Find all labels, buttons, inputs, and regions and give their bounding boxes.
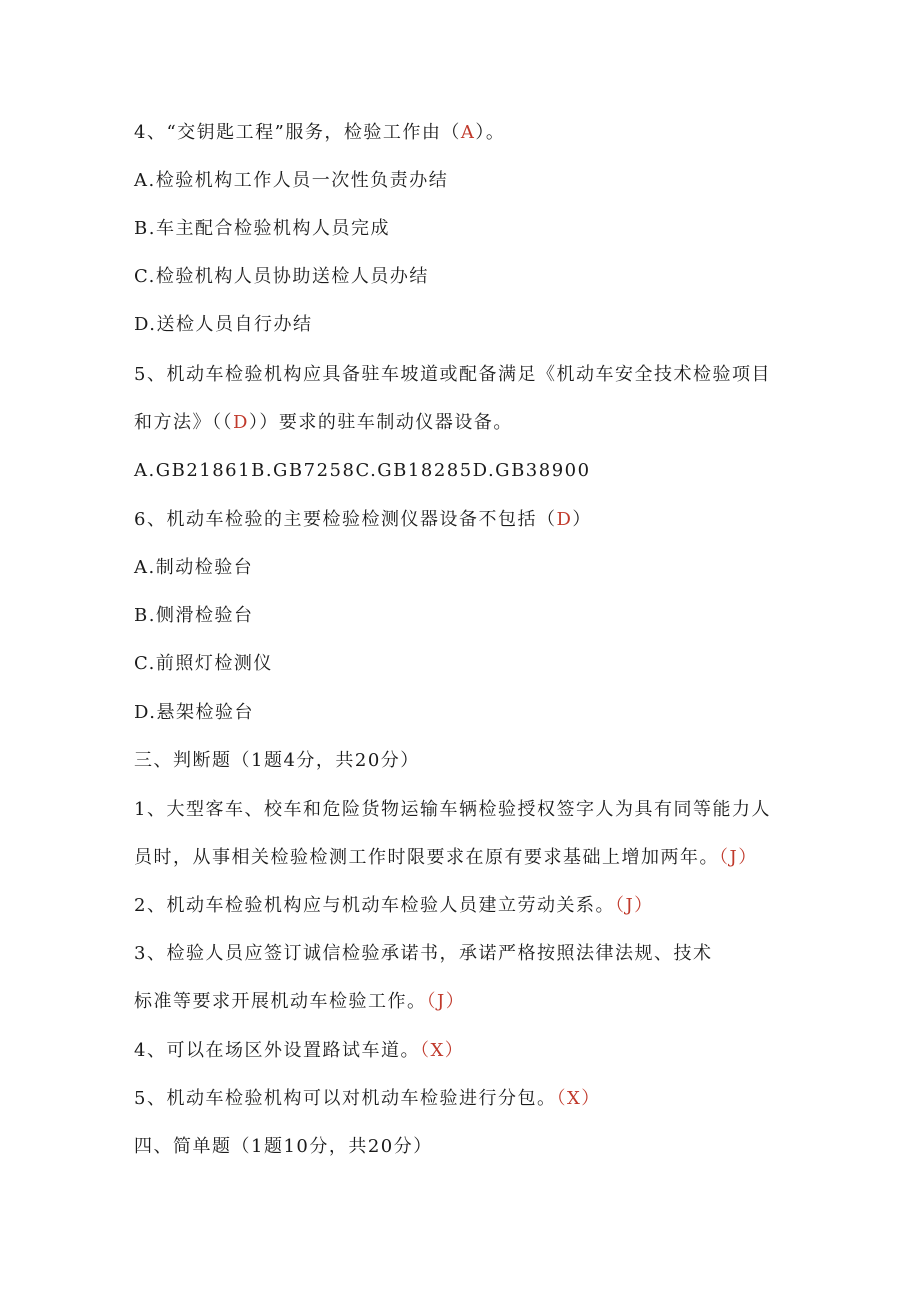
judgment-3-mark: （J）: [426, 991, 466, 1012]
question-6: [134, 507, 592, 533]
judgment-3-line-2: [134, 989, 465, 1015]
question-6-option-a: A.制动检验台: [134, 557, 254, 578]
question-5-answer: D: [233, 412, 249, 433]
judgment-4-text: 4、可以在场区外设置路试车道。: [134, 1040, 420, 1061]
judgment-3-line-1: 3、检验人员应签订诚信检验承诺书，承诺严格按照法律法规、技术: [134, 943, 713, 964]
question-6-text-end: ）: [572, 509, 592, 530]
judgment-5-mark: （X）: [556, 1088, 601, 1109]
question-6-text: 6、机动车检验的主要检验检测仪器设备不包括（: [134, 509, 557, 530]
question-5-line-2: [134, 410, 513, 436]
question-4-answer: A: [460, 122, 476, 143]
question-4-option-d: D.送检人员自行办结: [134, 314, 313, 335]
judgment-2-mark: （J）: [614, 895, 654, 916]
question-5-text: 和方法》（（: [134, 412, 233, 433]
judgment-5: [134, 1086, 601, 1112]
question-5-options: A.GB21861B.GB7258C.GB18285D.GB38900: [134, 460, 591, 481]
question-6-option-c: C.前照灯检测仪: [134, 653, 273, 674]
question-4-text: 4、“交钥匙工程”服务，检验工作由（: [134, 122, 461, 143]
question-5-line-1: 5、机动车检验机构应具备驻车坡道或配备满足《机动车安全技术检验项目: [134, 364, 771, 385]
question-6-answer: D: [556, 509, 573, 530]
judgment-4: [134, 1038, 464, 1064]
question-6-option-b: B.侧滑检验台: [134, 605, 254, 626]
question-4-text-end: ）。: [475, 122, 506, 143]
question-6-option-d: D.悬架检验台: [134, 702, 255, 723]
question-4-option-c: C.检验机构人员协助送检人员办结: [134, 266, 429, 287]
judgment-1-line-2: [134, 845, 758, 871]
judgment-5-text: 5、机动车检验机构可以对机动车检验进行分包。: [134, 1088, 557, 1109]
question-4-option-a: A.检验机构工作人员一次性负责办结: [134, 170, 449, 191]
judgment-1-text: 员时，从事相关检验检测工作时限要求在原有要求基础上增加两年。: [134, 847, 719, 868]
judgment-2: [134, 893, 654, 919]
judgment-2-text: 2、机动车检验机构应与机动车检验人员建立劳动关系。: [134, 895, 615, 916]
judgment-1-mark: （J）: [719, 847, 758, 868]
question-5-text-end: ））要求的驻车制动仪器设备。: [248, 412, 513, 433]
judgment-1-line-1: 1、大型客车、校车和危险货物运输车辆检验授权签字人为具有同等能力人: [134, 799, 771, 820]
question-4: [134, 120, 505, 146]
judgment-3-text: 标准等要求开展机动车检验工作。: [134, 991, 427, 1012]
section-4-heading: 四、简单题（1题10分，共20分）: [134, 1136, 433, 1157]
section-3-heading: 三、判断题（1题4分，共20分）: [134, 750, 420, 771]
question-4-option-b: B.车主配合检验机构人员完成: [134, 218, 390, 239]
judgment-4-mark: （X）: [419, 1040, 465, 1061]
